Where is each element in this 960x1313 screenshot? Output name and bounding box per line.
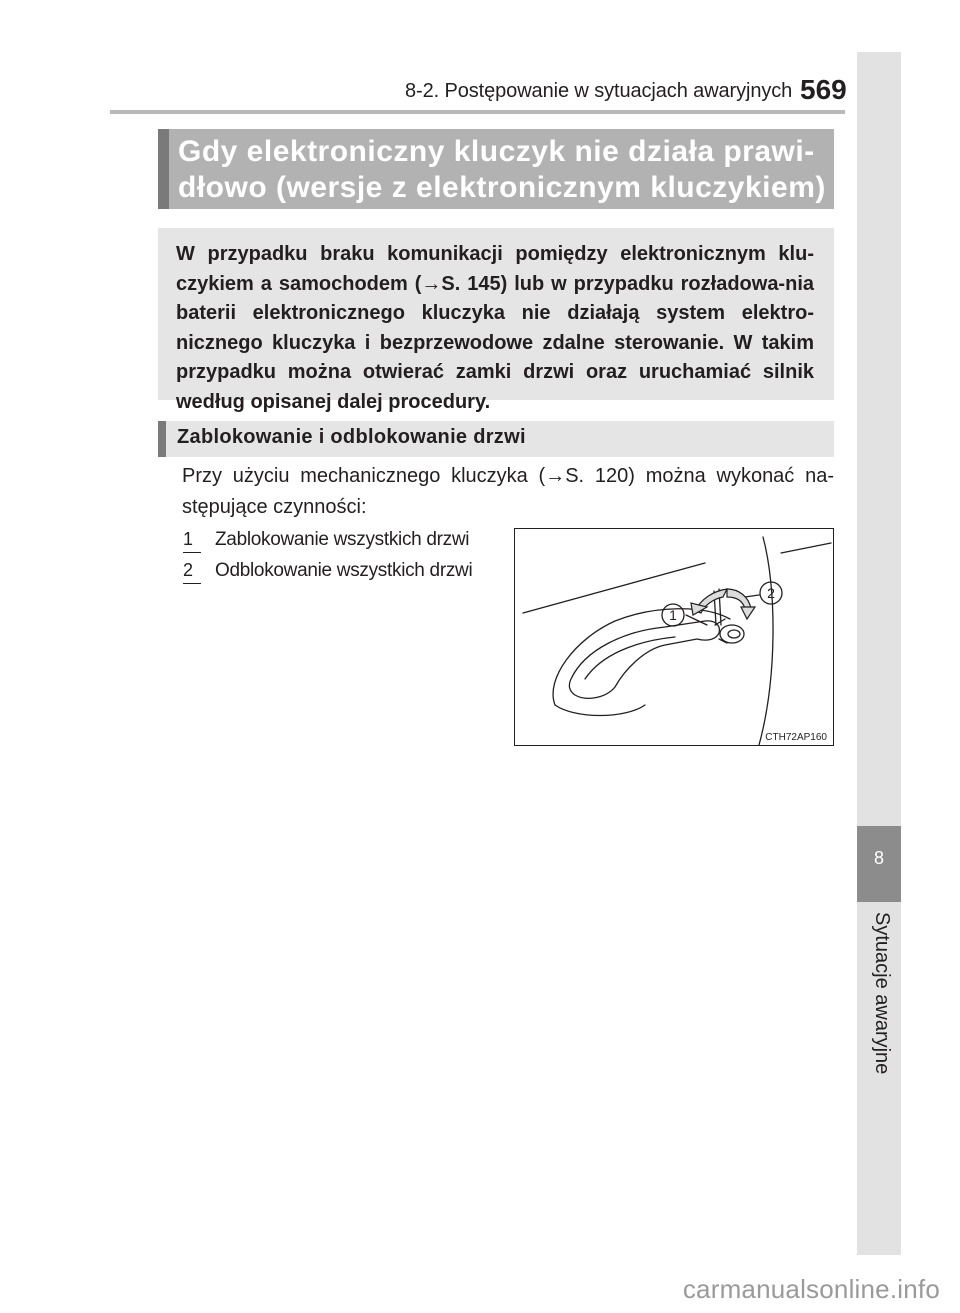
door-pocket-outline (555, 705, 645, 716)
body-crease-line (781, 543, 831, 553)
intro-box: W przypadku braku komunikacji pomiędzy elektronicznym klu-czykiem a samochodem (→S. 145) lub w przypadku rozładowa-nia baterii elektronicznego kluczyka nie działają system elektro-nicznego kluczyka i bezprzewodowe zdalne sterowanie. W takim przypadku można otwierać zamki drzwi oraz uruchamiać silnik według opisanej dalej procedury. (158, 228, 834, 400)
callout-label-1: 1 (669, 607, 677, 623)
subsection-title: Zablokowanie i odblokowanie drzwi (158, 421, 834, 457)
figure-code: CTH72AP160 (765, 732, 827, 743)
door-handle-shape (569, 621, 719, 698)
step-number: 1 (183, 529, 205, 550)
door-handle-shape (585, 637, 675, 679)
key-cylinder (728, 630, 740, 638)
section-title: Gdy elektroniczny kluczyk nie działa prawi- dłowo (wersje z elektronicznym kluczykiem) (158, 129, 834, 209)
side-chapter-label: Sytuacje awaryjne (871, 912, 893, 1075)
body-paragraph: Przy użyciu mechanicznego kluczyka (→S. 120) można wykonać na-stępujące czynności: (182, 465, 834, 518)
header-title: 8-2. Postępowanie w sytuacjach awaryjnych (405, 80, 793, 102)
callout-leader (745, 595, 759, 597)
header-rule (110, 110, 845, 114)
door-handle-drawing (515, 529, 834, 746)
step-item-1 (183, 529, 469, 551)
unlock-arrow (727, 589, 751, 609)
footer-watermark: carmanualsonline.info (682, 1274, 940, 1304)
side-tab (857, 52, 901, 1255)
unlock-arrow (741, 607, 755, 619)
step-item-2 (183, 560, 472, 582)
callout-label-2: 2 (767, 585, 775, 601)
side-chapter-number: 8 (873, 848, 884, 868)
step-text: Zablokowanie wszystkich drzwi (215, 529, 470, 550)
door-handle-illustration (514, 528, 834, 746)
step-number: 2 (183, 560, 205, 581)
page-number: 569 (800, 74, 847, 105)
door-edge-line (759, 537, 773, 745)
step-text: Odblokowanie wszystkich drzwi (215, 560, 473, 581)
